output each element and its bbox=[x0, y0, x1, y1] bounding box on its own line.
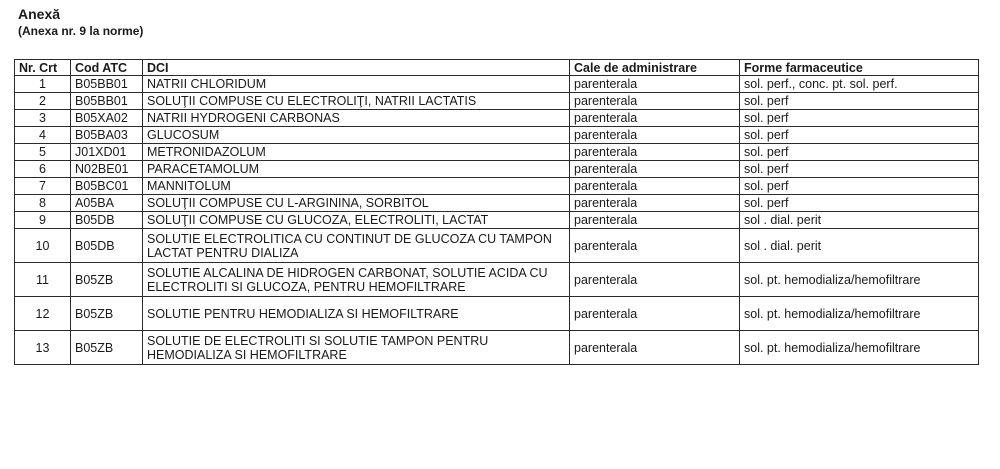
page-title: Anexă bbox=[18, 6, 61, 22]
cell-dci: METRONIDAZOLUM bbox=[143, 144, 570, 161]
cell-cale-administrare: parenterala bbox=[570, 229, 740, 263]
cell-forme-farmaceutice: sol. perf bbox=[740, 127, 979, 144]
cell-cale-administrare: parenterala bbox=[570, 212, 740, 229]
cell-forme-farmaceutice: sol. pt. hemodializa/hemofiltrare bbox=[740, 263, 979, 297]
table-row bbox=[15, 127, 979, 144]
cell-dci: SOLUŢII COMPUSE CU L-ARGININA, SORBITOL bbox=[143, 195, 570, 212]
cell-nr-crt: 9 bbox=[15, 212, 71, 229]
header-nr-crt: Nr. Crt bbox=[15, 60, 71, 76]
cell-nr-crt: 4 bbox=[15, 127, 71, 144]
cell-nr-crt: 3 bbox=[15, 110, 71, 127]
table-row bbox=[15, 229, 979, 263]
table-row bbox=[15, 110, 979, 127]
cell-forme-farmaceutice: sol . dial. perit bbox=[740, 212, 979, 229]
table-row bbox=[15, 178, 979, 195]
cell-cale-administrare: parenterala bbox=[570, 297, 740, 331]
cell-cale-administrare: parenterala bbox=[570, 161, 740, 178]
cell-cod-atc: B05BB01 bbox=[71, 76, 143, 93]
header-cod-atc: Cod ATC bbox=[71, 60, 143, 76]
medicines-table bbox=[14, 59, 979, 365]
cell-nr-crt: 1 bbox=[15, 76, 71, 93]
cell-dci: NATRII HYDROGENI CARBONAS bbox=[143, 110, 570, 127]
cell-forme-farmaceutice: sol . dial. perit bbox=[740, 229, 979, 263]
cell-nr-crt: 13 bbox=[15, 331, 71, 365]
cell-cale-administrare: parenterala bbox=[570, 263, 740, 297]
cell-cale-administrare: parenterala bbox=[570, 76, 740, 93]
cell-cale-administrare: parenterala bbox=[570, 110, 740, 127]
cell-cod-atc: B05XA02 bbox=[71, 110, 143, 127]
table-row bbox=[15, 195, 979, 212]
cell-dci: SOLUŢII COMPUSE CU GLUCOZA, ELECTROLITI, LACTAT bbox=[143, 212, 570, 229]
cell-forme-farmaceutice: sol. perf bbox=[740, 178, 979, 195]
cell-nr-crt: 10 bbox=[15, 229, 71, 263]
cell-nr-crt: 2 bbox=[15, 93, 71, 110]
cell-forme-farmaceutice: sol. perf bbox=[740, 93, 979, 110]
cell-cod-atc: N02BE01 bbox=[71, 161, 143, 178]
table-row bbox=[15, 93, 979, 110]
table-row bbox=[15, 331, 979, 365]
cell-dci: PARACETAMOLUM bbox=[143, 161, 570, 178]
cell-nr-crt: 6 bbox=[15, 161, 71, 178]
cell-forme-farmaceutice: sol. perf bbox=[740, 144, 979, 161]
cell-forme-farmaceutice: sol. pt. hemodializa/hemofiltrare bbox=[740, 331, 979, 365]
cell-forme-farmaceutice: sol. perf bbox=[740, 195, 979, 212]
table-row bbox=[15, 263, 979, 297]
cell-nr-crt: 11 bbox=[15, 263, 71, 297]
cell-cod-atc: B05ZB bbox=[71, 331, 143, 365]
table-header-row bbox=[15, 60, 979, 76]
cell-forme-farmaceutice: sol. perf., conc. pt. sol. perf. bbox=[740, 76, 979, 93]
cell-cod-atc: A05BA bbox=[71, 195, 143, 212]
cell-dci: NATRII CHLORIDUM bbox=[143, 76, 570, 93]
cell-forme-farmaceutice: sol. perf bbox=[740, 161, 979, 178]
cell-cod-atc: B05DB bbox=[71, 212, 143, 229]
cell-cale-administrare: parenterala bbox=[570, 93, 740, 110]
cell-cale-administrare: parenterala bbox=[570, 144, 740, 161]
table-row bbox=[15, 212, 979, 229]
cell-dci: SOLUTIE PENTRU HEMODIALIZA SI HEMOFILTRARE bbox=[143, 297, 570, 331]
header-cale-administrare: Cale de administrare bbox=[570, 60, 740, 76]
cell-cod-atc: J01XD01 bbox=[71, 144, 143, 161]
cell-cod-atc: B05DB bbox=[71, 229, 143, 263]
page-subtitle: (Anexa nr. 9 la norme) bbox=[18, 24, 144, 38]
header-forme-farmaceutice: Forme farmaceutice bbox=[740, 60, 979, 76]
cell-cod-atc: B05BA03 bbox=[71, 127, 143, 144]
cell-cod-atc: B05ZB bbox=[71, 263, 143, 297]
cell-dci: SOLUTIE DE ELECTROLITI SI SOLUTIE TAMPON PENTRU HEMODIALIZA SI HEMOFILTRARE bbox=[143, 331, 570, 365]
cell-cale-administrare: parenterala bbox=[570, 178, 740, 195]
cell-cale-administrare: parenterala bbox=[570, 331, 740, 365]
cell-cale-administrare: parenterala bbox=[570, 195, 740, 212]
cell-dci: SOLUTIE ALCALINA DE HIDROGEN CARBONAT, SOLUTIE ACIDA CU ELECTROLITI SI GLUCOZA, PENTRU HEMOFILTRARE bbox=[143, 263, 570, 297]
cell-forme-farmaceutice: sol. pt. hemodializa/hemofiltrare bbox=[740, 297, 979, 331]
cell-dci: GLUCOSUM bbox=[143, 127, 570, 144]
table-row bbox=[15, 76, 979, 93]
header-dci: DCI bbox=[143, 60, 570, 76]
table-row bbox=[15, 297, 979, 331]
cell-nr-crt: 12 bbox=[15, 297, 71, 331]
table-row bbox=[15, 144, 979, 161]
cell-cod-atc: B05BB01 bbox=[71, 93, 143, 110]
cell-dci: SOLUTIE ELECTROLITICA CU CONTINUT DE GLUCOZA CU TAMPON LACTAT PENTRU DIALIZA bbox=[143, 229, 570, 263]
cell-cale-administrare: parenterala bbox=[570, 127, 740, 144]
cell-nr-crt: 8 bbox=[15, 195, 71, 212]
cell-dci: SOLUŢII COMPUSE CU ELECTROLIŢI, NATRII LACTATIS bbox=[143, 93, 570, 110]
cell-dci: MANNITOLUM bbox=[143, 178, 570, 195]
cell-nr-crt: 5 bbox=[15, 144, 71, 161]
cell-forme-farmaceutice: sol. perf bbox=[740, 110, 979, 127]
cell-cod-atc: B05ZB bbox=[71, 297, 143, 331]
table-row bbox=[15, 161, 979, 178]
cell-nr-crt: 7 bbox=[15, 178, 71, 195]
cell-cod-atc: B05BC01 bbox=[71, 178, 143, 195]
